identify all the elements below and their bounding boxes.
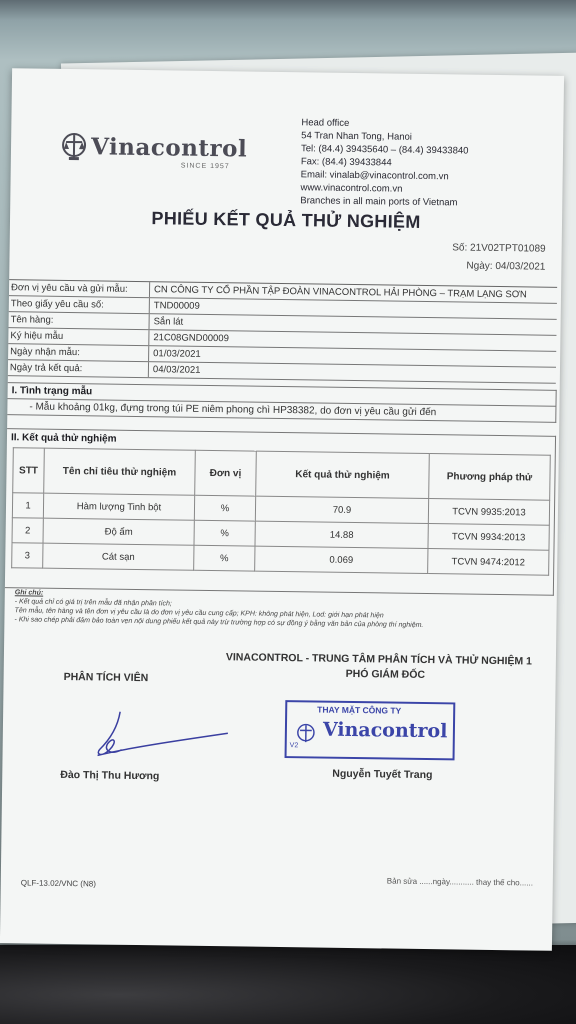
since-label: SINCE 1957	[180, 162, 230, 171]
note-line: Tên mẫu, tên hàng và tên đơn vị yêu cầu là do đơn vị yêu cầu cung cấp; KPH: không phát hiện, Lod: giới hạn phát hiện	[14, 607, 384, 620]
deputy-director-name: Nguyễn Tuyết Trang	[332, 767, 433, 782]
cell-result: 0.069	[255, 546, 428, 573]
company-stamp	[285, 700, 456, 760]
head-office-line: Email: vinalab@vinacontrol.com.vn	[300, 169, 449, 183]
info-value: TND00009	[153, 300, 200, 312]
cell-stt: 1	[12, 493, 43, 518]
info-key: Ngày nhận mẫu:	[8, 344, 149, 361]
cell-unit: %	[194, 520, 255, 546]
notes-heading: Ghi chú:	[14, 589, 44, 597]
info-value: 04/03/2021	[152, 364, 201, 376]
column-header: Tên chỉ tiêu thử nghiệm	[44, 448, 196, 495]
cell-method: TCVN 9934:2013	[428, 524, 549, 551]
scales-logo-icon	[61, 131, 87, 161]
analyst-title: PHÂN TÍCH VIÊN	[63, 670, 149, 685]
handwritten-signature	[87, 709, 238, 771]
request-info-table	[8, 279, 557, 384]
cell-name: Hàm lượng Tinh bột	[43, 493, 194, 520]
note-line: - Kết quả chỉ có giá trị trên mẫu đã nhận phân tích;	[14, 598, 172, 608]
sample-condition-section	[7, 382, 556, 423]
head-office-line: www.vinacontrol.com.vn	[300, 182, 403, 195]
info-value: Sắn lát	[153, 316, 184, 328]
section-heading: II. Kết quả thử nghiệm	[10, 432, 117, 445]
head-office-line: Branches in all main ports of Vietnam	[300, 195, 458, 209]
test-results-section	[5, 428, 556, 596]
info-key: Ký hiệu mẫu	[8, 328, 149, 345]
column-header: Đơn vị	[195, 450, 257, 496]
document-title: PHIẾU KẾT QUẢ THỬ NGHIỆM	[151, 208, 421, 232]
info-value: CN CÔNG TY CỔ PHẦN TẬP ĐOÀN VINACONTROL HẢI PHÒNG – TRẠM LẠNG SƠN	[153, 284, 527, 301]
info-value: 01/03/2021	[153, 348, 201, 360]
info-key: Đơn vị yêu cầu và gửi mẫu:	[9, 280, 150, 297]
cell-method: TCVN 9474:2012	[428, 549, 549, 576]
stamp-brand: Vinacontrol	[322, 718, 448, 743]
form-code: QLF-13.02/VNC (N8)	[20, 878, 96, 889]
head-office-line: Fax: (84.4) 39433844	[300, 156, 392, 169]
head-office-line: Head office	[301, 117, 350, 129]
note-line: - Khi sao chép phải đảm bảo toàn vẹn nội dung phiếu kết quả này trừ trường hợp có sự đồng ý bằng văn bản của phòng thí nghiệm.	[14, 616, 424, 629]
info-key: Tên hàng:	[9, 312, 150, 329]
cell-result: 70.9	[255, 496, 428, 523]
deputy-director-title: PHÓ GIÁM ĐỐC	[345, 667, 426, 682]
sample-condition-text: - Mẫu khoảng 01kg, đựng trong túi PE niêm phong chì HP38382, do đơn vị yêu cầu gửi đến	[29, 401, 437, 419]
stamp-scales-icon	[295, 722, 317, 744]
head-office-block	[300, 116, 541, 210]
analyst-name: Đào Thị Thu Hương	[60, 768, 160, 783]
dark-background	[0, 945, 576, 1024]
cell-method: TCVN 9935:2013	[428, 499, 549, 526]
cell-name: Độ ẩm	[43, 518, 194, 545]
info-value: 21C08GND00009	[153, 332, 229, 345]
center-title: VINACONTROL - TRUNG TÂM PHÂN TÍCH VÀ THỬ NGHIỆM 1	[225, 651, 533, 668]
stamp-code: V2	[289, 742, 299, 750]
info-key: Ngày trả kết quả:	[8, 360, 149, 377]
column-header: Kết quả thử nghiệm	[256, 451, 430, 498]
cell-stt: 3	[12, 543, 43, 568]
table-header-row	[13, 448, 551, 500]
test-report-sheet	[0, 68, 564, 951]
cell-unit: %	[194, 545, 255, 571]
report-number: Số: 21V02TPT01089	[452, 242, 546, 255]
report-date: Ngày: 04/03/2021	[466, 260, 546, 273]
stamp-caption: THAY MẶT CÔNG TY	[317, 704, 402, 716]
cell-stt: 2	[12, 518, 43, 543]
cell-name: Cát sạn	[43, 543, 194, 570]
brand-name: Vinacontrol	[90, 132, 248, 162]
vinacontrol-logo	[61, 131, 248, 164]
info-key: Theo giấy yêu cầu số:	[9, 296, 150, 313]
column-header: Phương pháp thử	[429, 454, 551, 501]
results-table	[11, 447, 551, 575]
cell-unit: %	[194, 495, 255, 521]
revision-line: Bản sửa ......ngày........... thay thế cho......	[386, 876, 534, 888]
column-header: STT	[13, 448, 45, 493]
notes-block	[14, 588, 544, 631]
section-heading: I. Tình trạng mẫu	[8, 383, 556, 407]
head-office-line: 54 Tran Nhan Tong, Hanoi	[301, 130, 413, 143]
head-office-line: Tel: (84.4) 39435640 – (84.4) 39433840	[300, 143, 469, 157]
cell-result: 14.88	[255, 521, 428, 548]
